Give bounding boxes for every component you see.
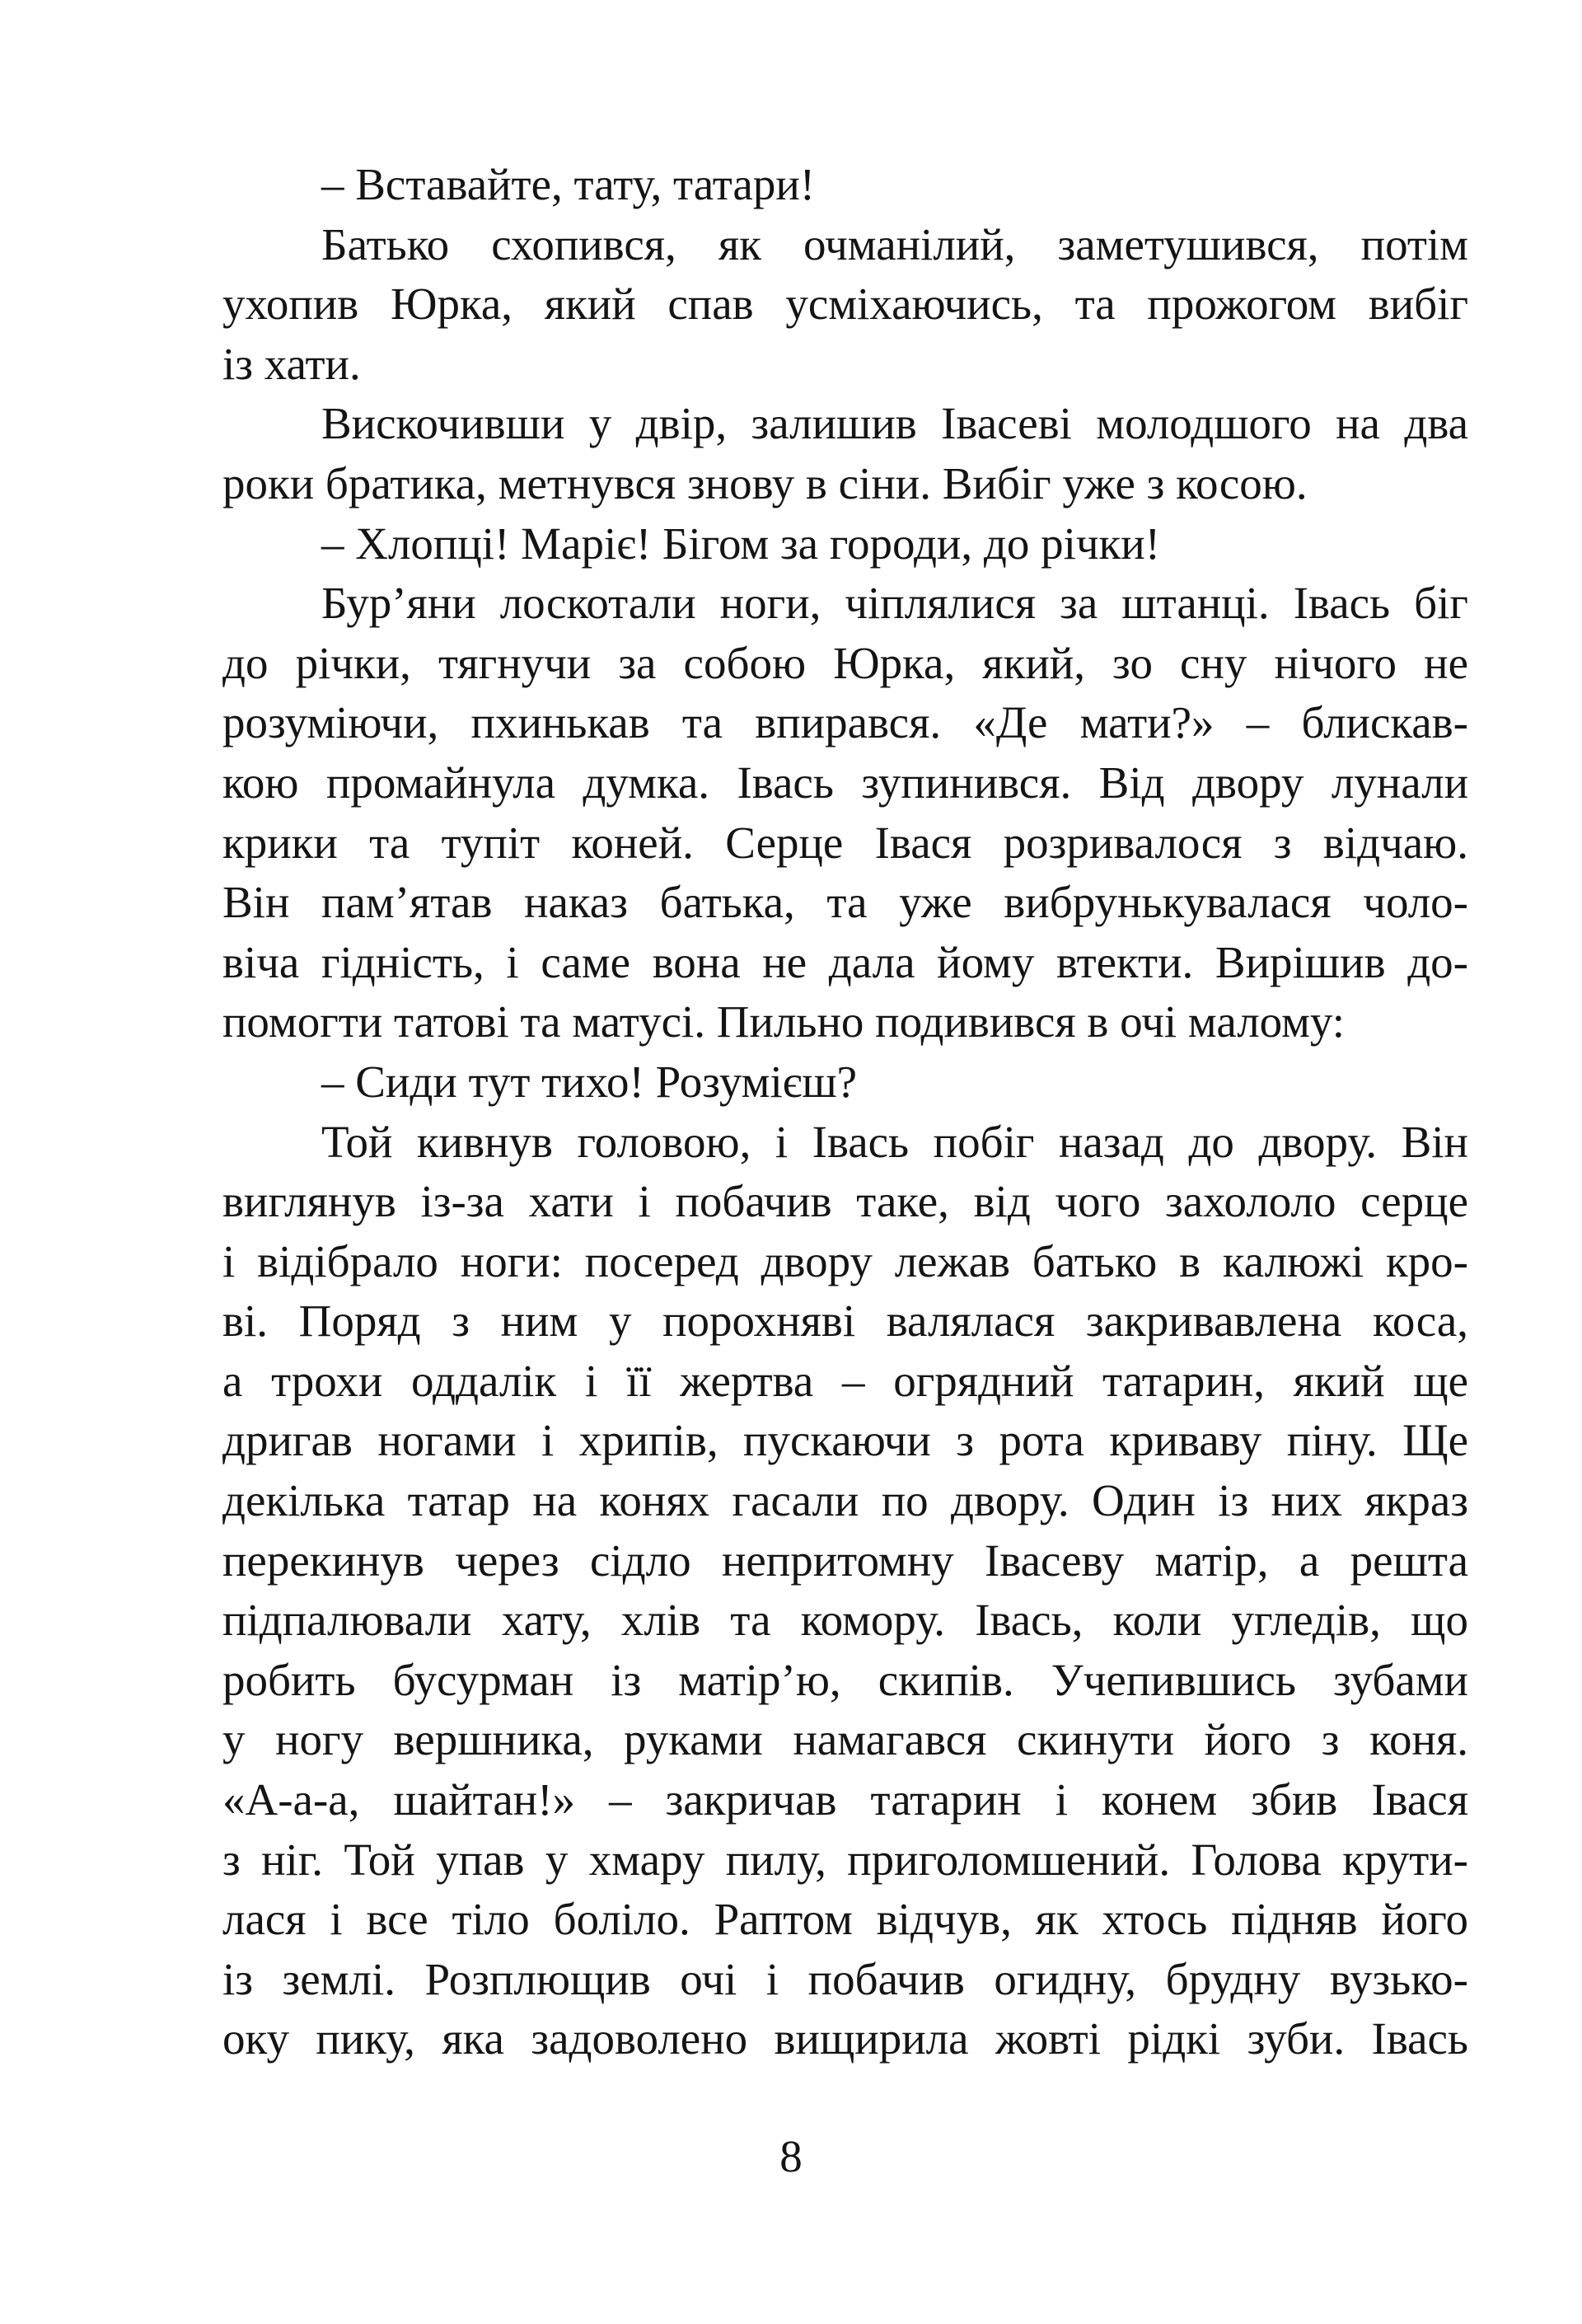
text-line: лася і все тіло боліло. Раптом відчув, як хтось підняв його: [222, 1894, 1468, 1945]
text-line: до річки, тягнучи за собою Юрка, який, зо сну нічого не: [222, 637, 1468, 688]
text-line: перекинув через сідло непритомну Івасеву матір, а решта: [222, 1534, 1468, 1586]
text-line: роки братика, метнувся знову в сіни. Вибіг уже з косою.: [222, 457, 1308, 508]
text-line: із землі. Розплющив очі і побачив огидну, брудну вузько-: [222, 1953, 1468, 2004]
text-line: Той кивнув головою, і Івась побіг назад до двору. Він: [321, 1116, 1468, 1167]
text-line: Бур’яни лоскотали ноги, чіплялися за штанці. Івась біг: [321, 578, 1468, 629]
text-line: Вискочивши у двір, залишив Івасеві молодшого на два: [321, 398, 1468, 449]
text-line: у ногу вершника, руками намагався скинути його з коня.: [222, 1714, 1468, 1765]
text-line: із хати.: [222, 338, 361, 389]
text-line: віча гідність, і саме вона не дала йому втекти. Вирішив до-: [222, 936, 1468, 987]
text-line: розуміючи, пхинькав та впирався. «Де мати?» – блискав-: [222, 697, 1468, 748]
text-line: і відібрало ноги: посеред двору лежав батько в калюжі кро-: [222, 1235, 1468, 1286]
text-line: Батько схопився, як очманілий, заметушився, потім: [321, 218, 1468, 269]
text-line: оку пику, яка задоволено вищирила жовті рідкі зуби. Івась: [222, 2013, 1468, 2064]
text-line: виглянув із-за хати і побачив таке, від чого захололо серце: [222, 1176, 1468, 1227]
text-line: крики та тупіт коней. Серце Івася розривалося з відчаю.: [222, 817, 1468, 868]
text-line: кою промайнула думка. Івась зупинився. Від двору лунали: [222, 757, 1468, 808]
text-line: – Сиди тут тихо! Розумієш?: [321, 1056, 858, 1107]
text-line: декілька татар на конях гасали по двору. Один із них якраз: [222, 1475, 1468, 1526]
page-number: 8: [779, 2131, 803, 2181]
text-line: робить бусурман із матір’ю, скипів. Учепившись зубами: [222, 1654, 1468, 1705]
page-body: [222, 155, 1468, 2069]
text-line: помогти татові та матусі. Пильно подивився в очі малому:: [222, 996, 1345, 1047]
text-line: Він пам’ятав наказ батька, та уже вибрунькувалася чоло-: [222, 877, 1468, 928]
text-line: – Вставайте, тату, татари!: [321, 159, 816, 209]
text-line: а трохи оддалік і її жертва – огрядний татарин, який ще: [222, 1355, 1468, 1406]
text-line: ухопив Юрка, який спав усміхаючись, та прожогом вибіг: [222, 279, 1468, 330]
text-line: з ніг. Той упав у хмару пилу, приголомшений. Голова крути-: [222, 1834, 1468, 1885]
text-line: «А-а-а, шайтан!» – закричав татарин і конем збив Івася: [222, 1774, 1468, 1825]
text-line: ві. Поряд з ним у порохняві валялася закривавлена коса,: [222, 1296, 1468, 1347]
text-line: підпалювали хату, хлів та комору. Івась, коли угледів, що: [222, 1595, 1468, 1646]
text-line: дригав ногами і хрипів, пускаючи з рота криваву піну. Ще: [222, 1415, 1468, 1466]
text-line: – Хлопці! Маріє! Бігом за городи, до річки!: [321, 518, 1161, 569]
